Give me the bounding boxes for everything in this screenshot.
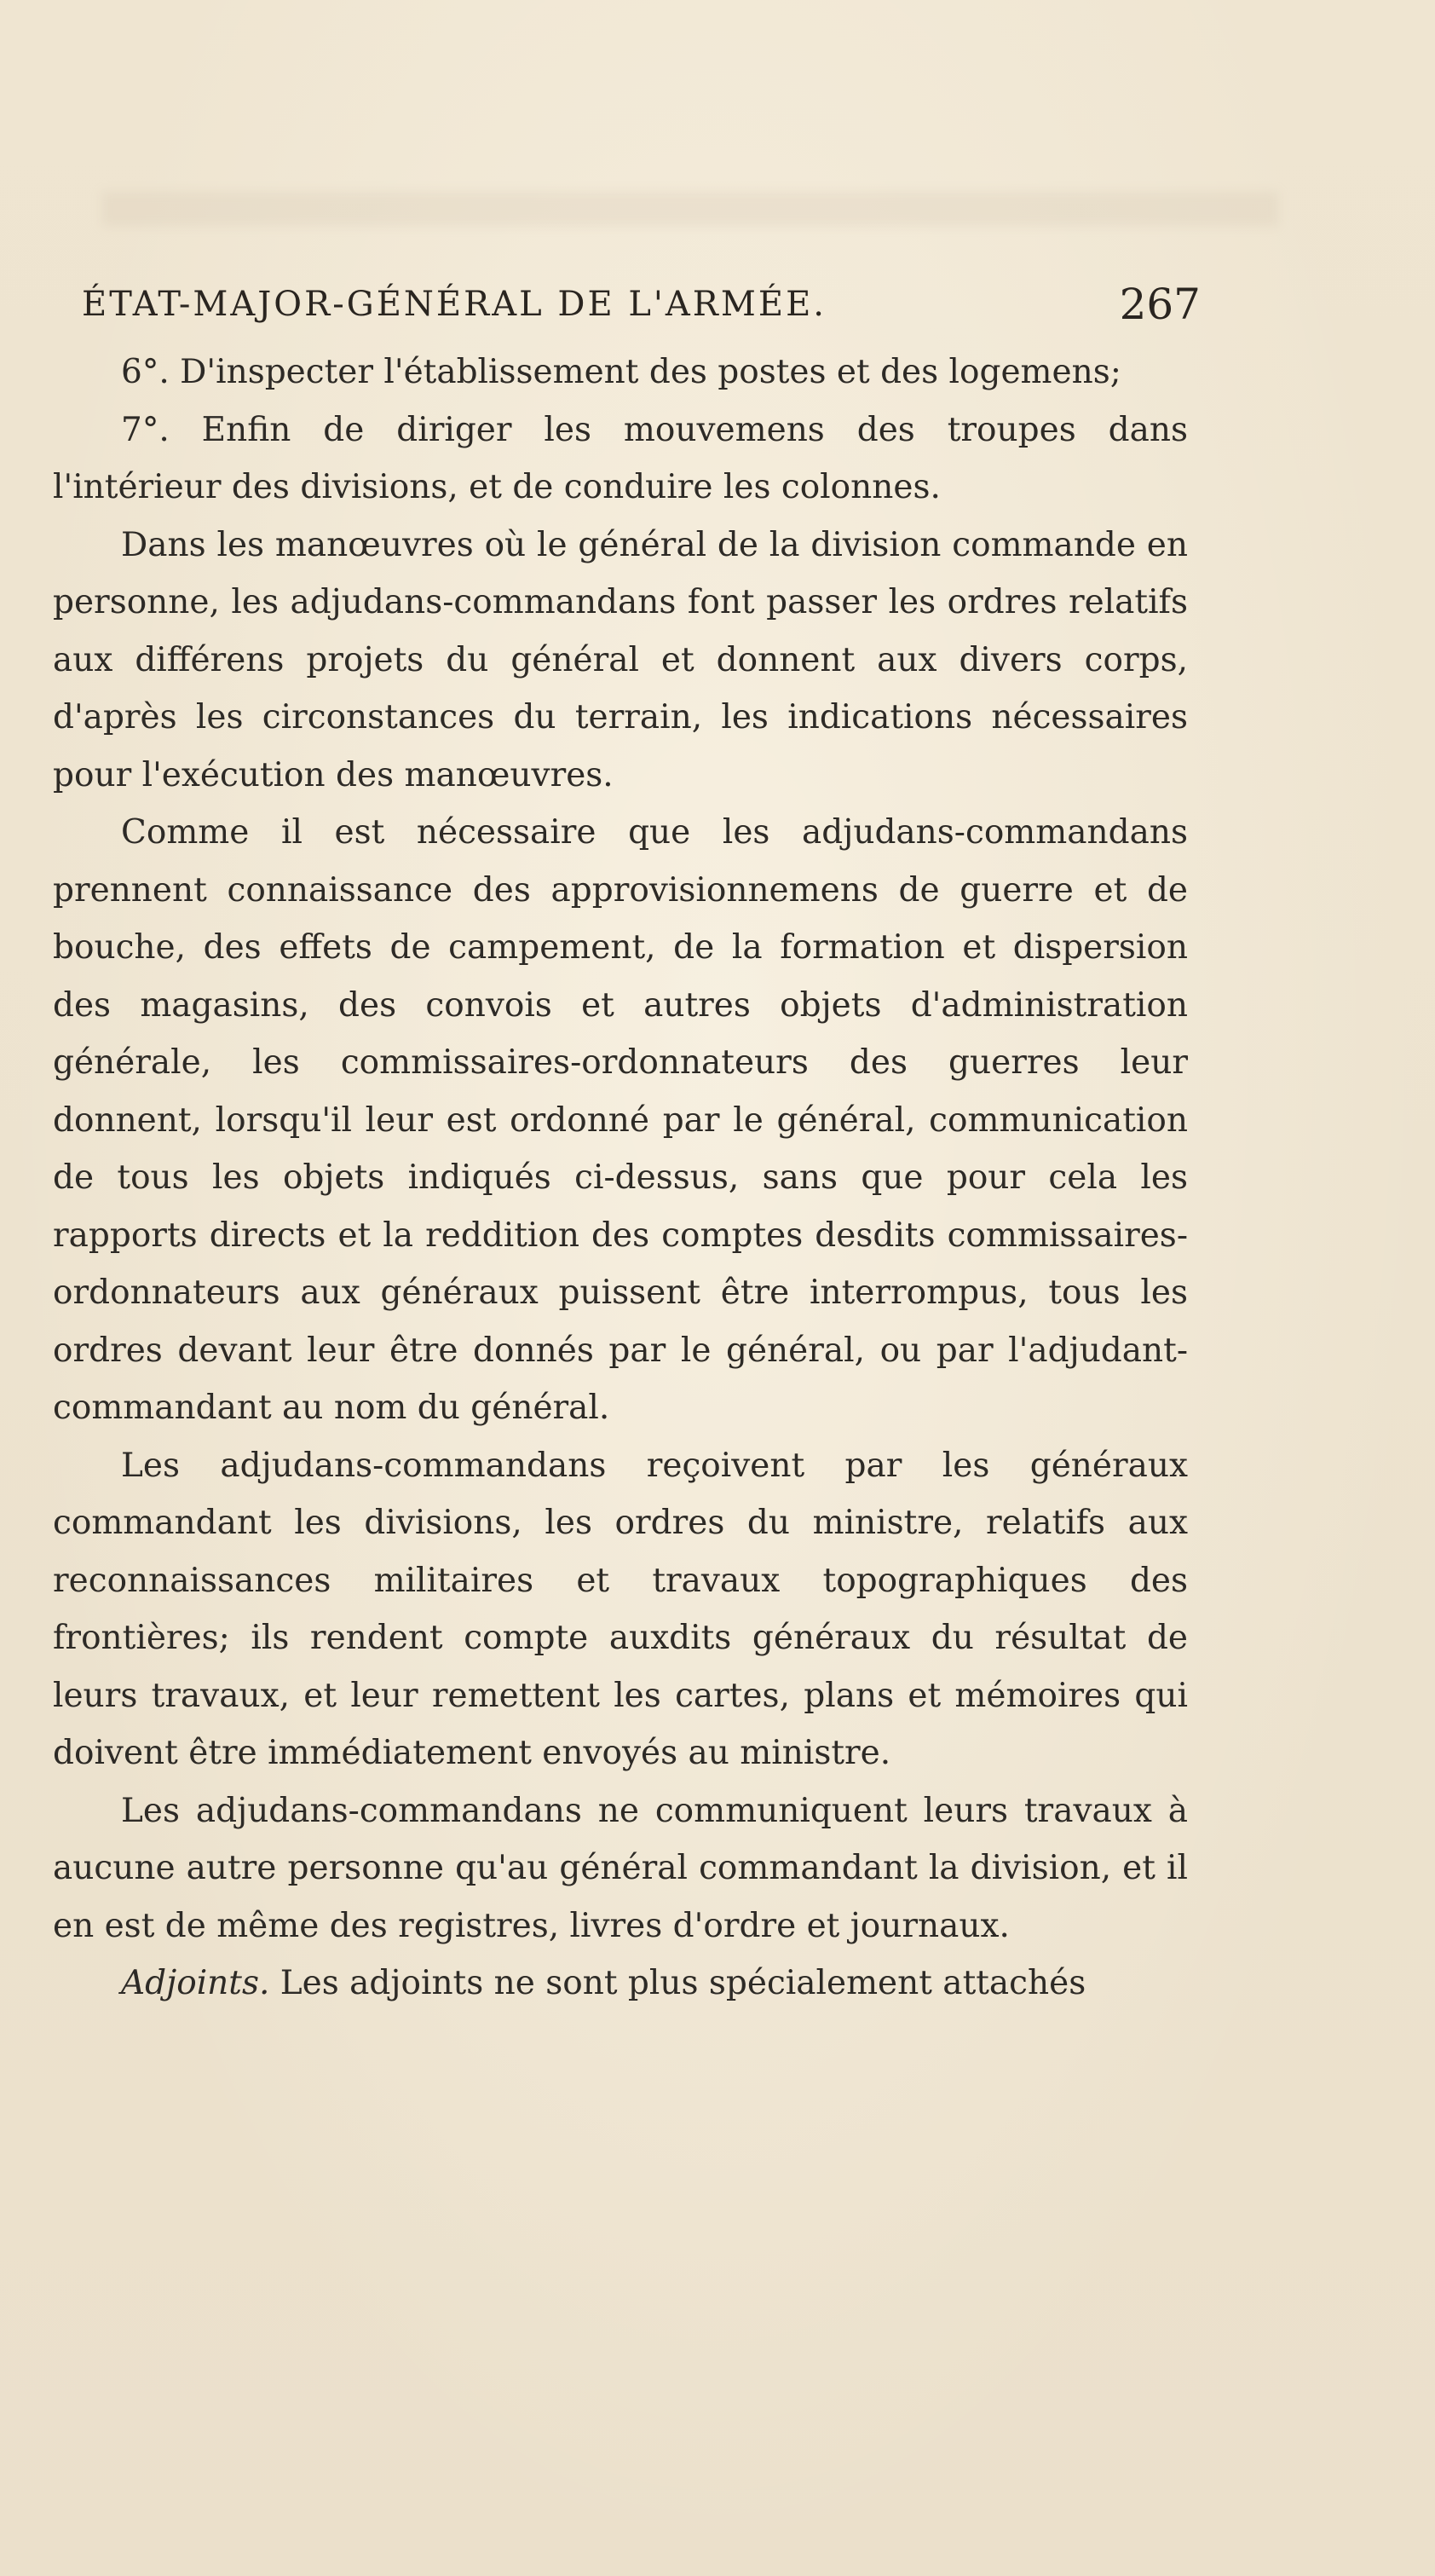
running-title: ÉTAT-MAJOR-GÉNÉRAL DE L'ARMÉE.	[82, 285, 827, 324]
adjoints-text: Les adjoints ne sont plus spécialement attachés	[269, 1964, 1086, 2002]
paragraph-communication: Les adjudans-commandans ne communiquent leurs travaux à aucune autre personne qu'au général commandant la division, et il en est de même des registres, livres d'ordre et journaux.	[53, 1791, 1188, 1945]
paragraph-item-7: 7°. Enfin de diriger les mouvemens des troupes dans l'intérieur des divisions, et de conduire les colonnes.	[53, 410, 1188, 506]
adjoints-label: Adjoints.	[121, 1964, 270, 2002]
bleed-through-shadow	[102, 192, 1278, 226]
body-text	[53, 344, 1188, 2013]
page-number: 267	[1119, 280, 1201, 329]
paragraph-adjoints	[53, 1955, 1188, 2013]
running-head	[82, 273, 1200, 341]
paragraph-commissaires: Comme il est nécessaire que les adjudans-commandans prennent connaissance des approvisionnemens de guerre et de bouche, des effets de campement, de la formation et dispersion des magasins, des convois et autres objets d'administration générale, les commissaires-ordonnateurs des guerres leur donnent, lorsqu'il leur est ordonné par le général, communication de tous les objets indiqués ci-dessus, sans que pour cela les rapports directs et la reddition des comptes desdits commissaires-ordonnateurs aux généraux puissent être interrompus, tous les ordres devant leur être donnés par le général, ou par l'adjudant-commandant au nom du général.	[53, 813, 1188, 1427]
paragraph-item-6: 6°. D'inspecter l'établissement des postes et des logemens;	[121, 353, 1121, 391]
paragraph-manoeuvres: Dans les manœuvres où le général de la division commande en personne, les adjudans-commandans font passer les ordres relatifs aux différens projets du général et donnent aux divers corps, d'après les circonstances du terrain, les indications nécessaires pour l'exécution des manœuvres.	[53, 525, 1188, 794]
paragraph-reconnaissances: Les adjudans-commandans reçoivent par les généraux commandant les divisions, les ordres du ministre, relatifs aux reconnaissances militaires et travaux topographiques des frontières; ils rendent compte auxdits généraux du résultat de leurs travaux, et leur remettent les cartes, plans et mémoires qui doivent être immédiatement envoyés au ministre.	[53, 1446, 1188, 1772]
